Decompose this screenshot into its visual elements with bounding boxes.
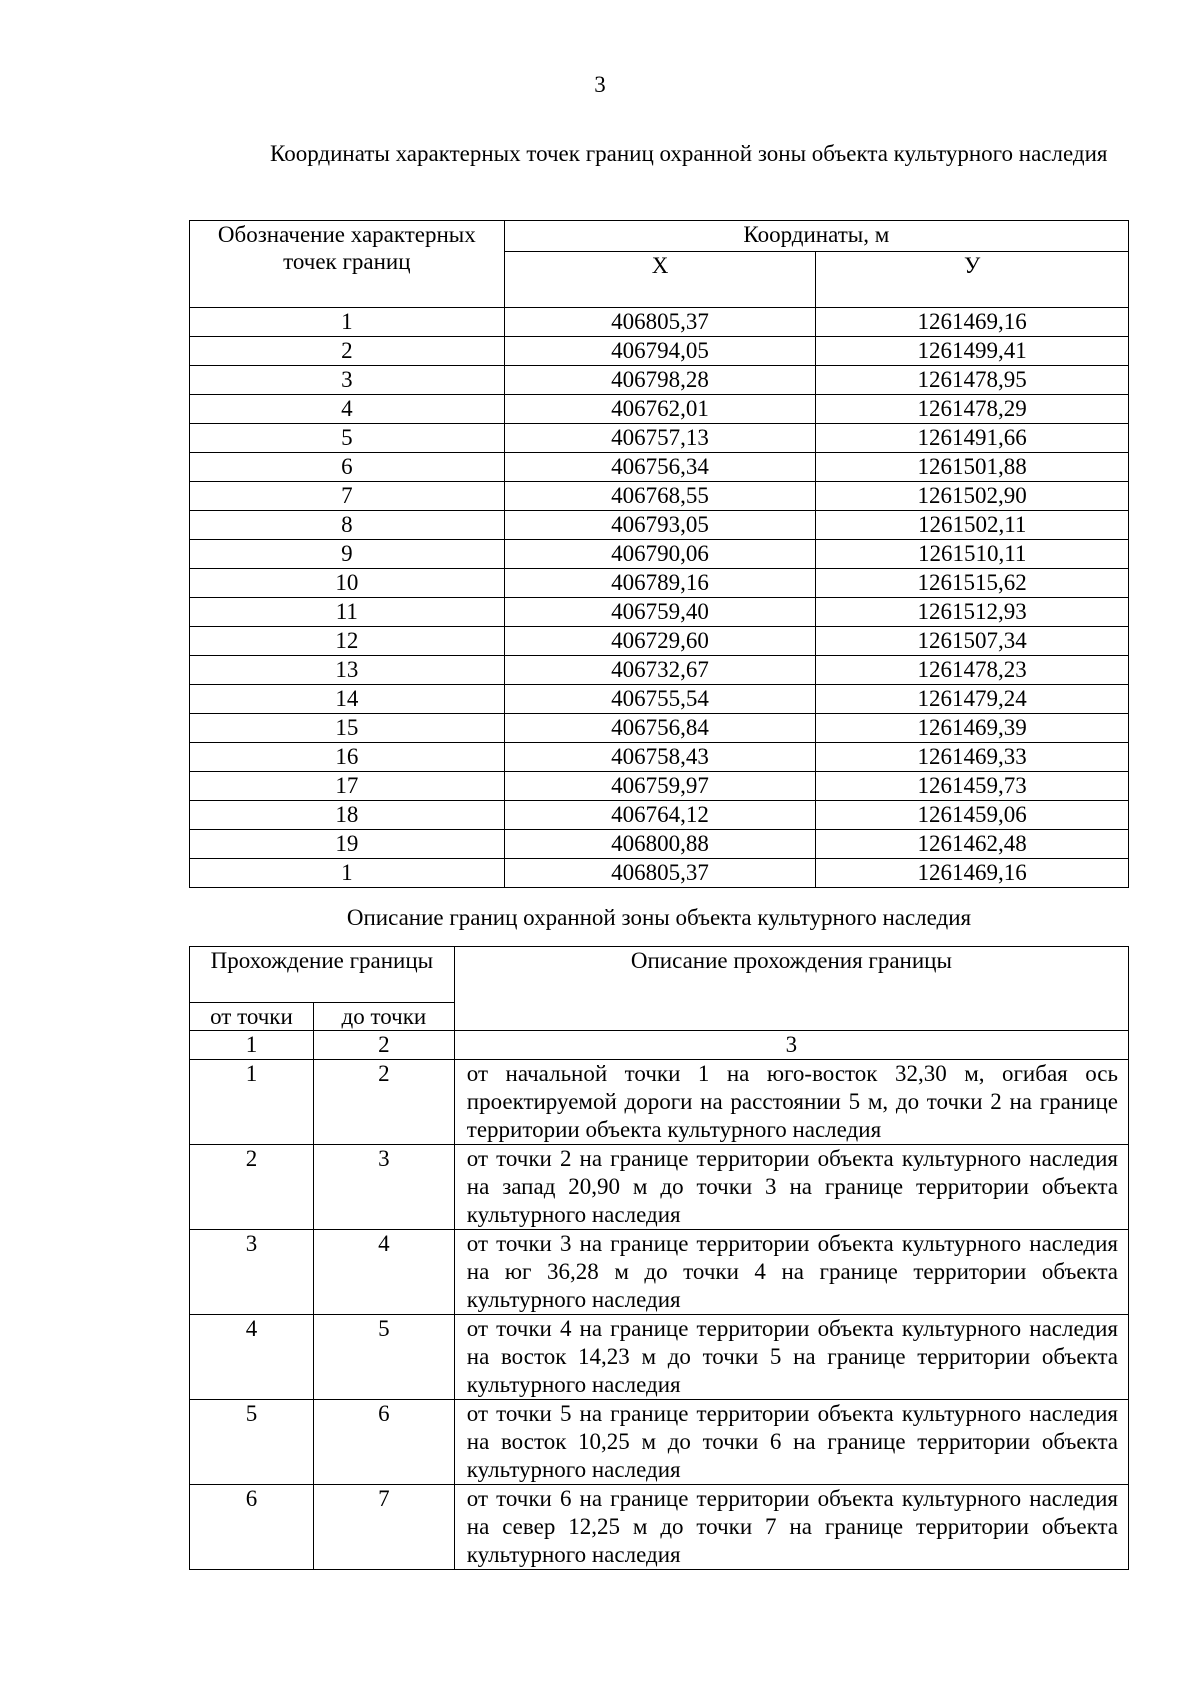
table-row [190, 1315, 1129, 1400]
point-number-cell: 19 [190, 830, 505, 859]
header-x: X [504, 252, 816, 308]
boundary-description-table [189, 946, 1129, 1570]
coordinate-x-cell: 406732,67 [504, 656, 816, 685]
coordinate-x-cell: 406756,34 [504, 453, 816, 482]
header-to-point: до точки [313, 1003, 454, 1031]
point-number-cell: 14 [190, 685, 505, 714]
coordinate-y-cell: 1261501,88 [816, 453, 1129, 482]
coordinate-y-cell: 1261469,16 [816, 308, 1129, 337]
description-cell: от начальной точки 1 на юго-восток 32,30 м, огибая ось проектируемой дороги на расстоянии 5 м, до точки 2 на границе территории объекта культурного наследия [454, 1060, 1128, 1145]
description-cell: от точки 3 на границе территории объекта культурного наследия на юг 36,28 м до точки 4 на границе территории объекта культурного наследия [454, 1230, 1128, 1315]
point-number-cell: 8 [190, 511, 505, 540]
coordinate-y-cell: 1261462,48 [816, 830, 1129, 859]
coordinate-x-cell: 406729,60 [504, 627, 816, 656]
table-row [190, 540, 1129, 569]
coordinate-y-cell: 1261478,95 [816, 366, 1129, 395]
header-description: Описание прохождения границы [454, 947, 1128, 1031]
coordinate-y-cell: 1261459,73 [816, 772, 1129, 801]
from-point-cell: 6 [190, 1485, 314, 1570]
point-number-cell: 5 [190, 424, 505, 453]
table-row [190, 1485, 1129, 1570]
to-point-cell: 5 [313, 1315, 454, 1400]
to-point-cell: 6 [313, 1400, 454, 1485]
table-row [190, 453, 1129, 482]
table-row [190, 366, 1129, 395]
table-row [190, 598, 1129, 627]
point-number-cell: 2 [190, 337, 505, 366]
coordinate-x-cell: 406790,06 [504, 540, 816, 569]
column-number-3: 3 [454, 1031, 1128, 1060]
table-row [190, 308, 1129, 337]
point-number-cell: 7 [190, 482, 505, 511]
point-number-cell: 4 [190, 395, 505, 424]
coordinate-y-cell: 1261515,62 [816, 569, 1129, 598]
point-number-cell: 17 [190, 772, 505, 801]
table-row [190, 1145, 1129, 1230]
to-point-cell: 2 [313, 1060, 454, 1145]
from-point-cell: 4 [190, 1315, 314, 1400]
description-cell: от точки 4 на границе территории объекта культурного наследия на восток 14,23 м до точки 5 на границе территории объекта культурного наследия [454, 1315, 1128, 1400]
point-number-cell: 6 [190, 453, 505, 482]
coordinate-x-cell: 406798,28 [504, 366, 816, 395]
header-point-designation: Обозначение характерных точек границ [190, 221, 505, 308]
table-row [190, 1230, 1129, 1315]
coordinate-y-cell: 1261491,66 [816, 424, 1129, 453]
table-row [190, 424, 1129, 453]
table-row [190, 656, 1129, 685]
table-row [190, 743, 1129, 772]
coordinates-table [189, 220, 1129, 888]
point-number-cell: 13 [190, 656, 505, 685]
from-point-cell: 1 [190, 1060, 314, 1145]
coordinate-x-cell: 406789,16 [504, 569, 816, 598]
coordinate-y-cell: 1261510,11 [816, 540, 1129, 569]
point-number-cell: 10 [190, 569, 505, 598]
coordinate-x-cell: 406793,05 [504, 511, 816, 540]
point-number-cell: 12 [190, 627, 505, 656]
point-number-cell: 18 [190, 801, 505, 830]
coordinate-x-cell: 406759,97 [504, 772, 816, 801]
point-number-cell: 9 [190, 540, 505, 569]
coordinate-y-cell: 1261469,33 [816, 743, 1129, 772]
point-number-cell: 15 [190, 714, 505, 743]
coordinates-table-body [190, 308, 1129, 888]
coordinate-x-cell: 406756,84 [504, 714, 816, 743]
table-row [190, 569, 1129, 598]
header-from-point: от точки [190, 1003, 314, 1031]
table-row [190, 801, 1129, 830]
coordinate-y-cell: 1261459,06 [816, 801, 1129, 830]
coordinate-x-cell: 406794,05 [504, 337, 816, 366]
from-point-cell: 5 [190, 1400, 314, 1485]
table-row [190, 685, 1129, 714]
page-number: 3 [594, 72, 606, 97]
description-cell: от точки 6 на границе территории объекта культурного наследия на север 12,25 м до точки 7 на границе территории объекта культурного наследия [454, 1485, 1128, 1570]
header-boundary-passage: Прохождение границы [190, 947, 455, 1003]
header-y: У [816, 252, 1129, 308]
coordinate-y-cell: 1261502,90 [816, 482, 1129, 511]
coordinate-x-cell: 406805,37 [504, 859, 816, 888]
column-number-2: 2 [313, 1031, 454, 1060]
from-point-cell: 3 [190, 1230, 314, 1315]
coordinate-y-cell: 1261502,11 [816, 511, 1129, 540]
coordinate-x-cell: 406758,43 [504, 743, 816, 772]
coordinate-y-cell: 1261478,23 [816, 656, 1129, 685]
coordinate-y-cell: 1261478,29 [816, 395, 1129, 424]
coordinate-x-cell: 406759,40 [504, 598, 816, 627]
point-number-cell: 1 [190, 308, 505, 337]
coordinate-y-cell: 1261469,16 [816, 859, 1129, 888]
coordinate-x-cell: 406800,88 [504, 830, 816, 859]
coordinate-y-cell: 1261512,93 [816, 598, 1129, 627]
to-point-cell: 4 [313, 1230, 454, 1315]
coordinate-x-cell: 406757,13 [504, 424, 816, 453]
coordinate-x-cell: 406762,01 [504, 395, 816, 424]
coordinate-y-cell: 1261479,24 [816, 685, 1129, 714]
point-number-cell: 16 [190, 743, 505, 772]
table-row [190, 482, 1129, 511]
table-row [190, 859, 1129, 888]
from-point-cell: 2 [190, 1145, 314, 1230]
coordinate-y-cell: 1261469,39 [816, 714, 1129, 743]
point-number-cell: 11 [190, 598, 505, 627]
point-number-cell: 3 [190, 366, 505, 395]
to-point-cell: 7 [313, 1485, 454, 1570]
coordinate-y-cell: 1261499,41 [816, 337, 1129, 366]
point-number-cell: 1 [190, 859, 505, 888]
table-row [190, 1400, 1129, 1485]
table-row [190, 830, 1129, 859]
desc-table-title: Описание границ охранной зоны объекта культурного наследия [346, 905, 972, 930]
table-row [190, 511, 1129, 540]
table-row [190, 772, 1129, 801]
table-row [190, 395, 1129, 424]
table-row [190, 337, 1129, 366]
description-cell: от точки 2 на границе территории объекта культурного наследия на запад 20,90 м до точки 3 на границе территории объекта культурного наследия [454, 1145, 1128, 1230]
coordinate-x-cell: 406755,54 [504, 685, 816, 714]
table-row [190, 627, 1129, 656]
column-number-1: 1 [190, 1031, 314, 1060]
boundary-description-body [190, 1060, 1129, 1570]
coordinate-x-cell: 406764,12 [504, 801, 816, 830]
coordinate-x-cell: 406805,37 [504, 308, 816, 337]
coords-table-title: Координаты характерных точек границ охранной зоны объекта культурного наследия [270, 141, 1108, 166]
description-cell: от точки 5 на границе территории объекта культурного наследия на восток 10,25 м до точки 6 на границе территории объекта культурного наследия [454, 1400, 1128, 1485]
coordinate-x-cell: 406768,55 [504, 482, 816, 511]
header-coordinates: Координаты, м [504, 221, 1128, 252]
coordinate-y-cell: 1261507,34 [816, 627, 1129, 656]
table-row [190, 1060, 1129, 1145]
to-point-cell: 3 [313, 1145, 454, 1230]
table-row [190, 714, 1129, 743]
